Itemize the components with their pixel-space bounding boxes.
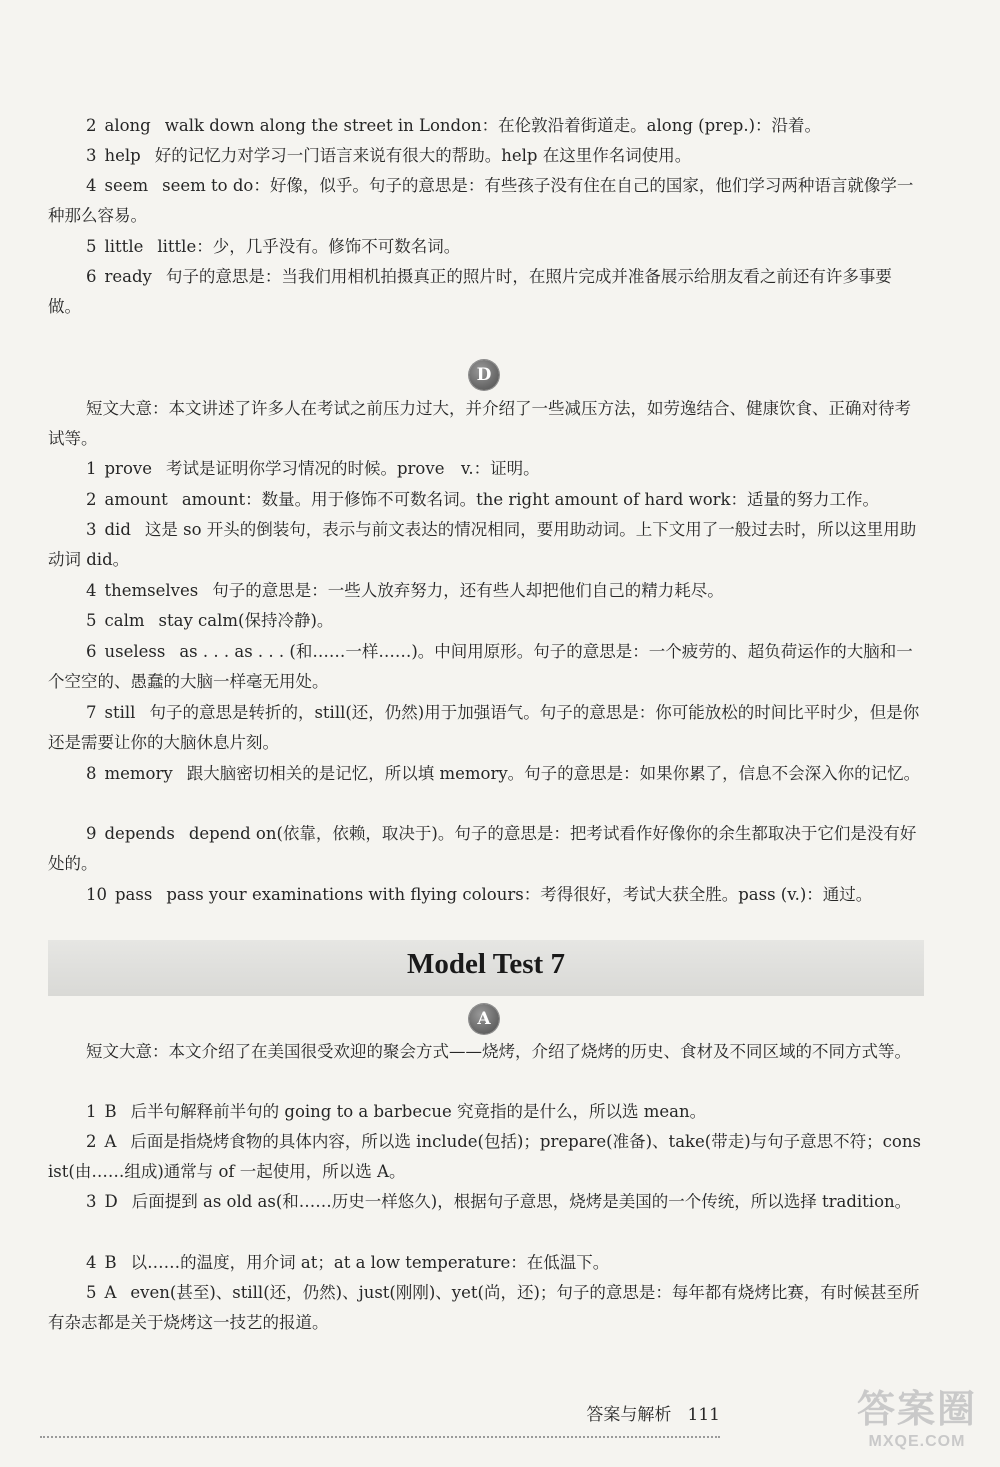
d-item-8: [48, 759, 924, 789]
item-number: 2: [86, 116, 97, 135]
item-explanation: 考试是证明你学习情况的时候。prove v.：证明。: [165, 459, 540, 478]
item-number: 4: [86, 176, 97, 195]
item-explanation: 后面是指烧烤食物的具体内容，所以选 include(包括)；prepare(准备)、take(带走)与句子意思不符；consist(由……组成)通常与 of 一起使用，所以选 A。: [48, 1132, 921, 1181]
item-number: 3: [86, 1192, 97, 1211]
item-number: 6: [86, 642, 97, 661]
item-number: 8: [86, 764, 97, 783]
item-answer: amount: [104, 490, 168, 509]
d-item-4: [48, 576, 924, 606]
item-answer: along: [104, 116, 151, 135]
item-number: 10: [86, 885, 107, 904]
item-answer: useless: [104, 642, 166, 661]
site-watermark: [842, 1388, 992, 1460]
item-explanation: amount：数量。用于修饰不可数名词。the right amount of hard work：适量的努力工作。: [181, 490, 880, 509]
a-item-1: [48, 1097, 924, 1127]
a-item-4: [48, 1248, 924, 1278]
item-explanation: seem to do：好像，似乎。句子的意思是：有些孩子没有住在自己的国家，他们学习两种语言就像学一种那么容易。: [48, 176, 914, 225]
item-explanation: 句子的意思是转折的，still(还，仍然)用于加强语气。句子的意思是：你可能放松的时间比平时少，但是你还是需要让你的大脑休息片刻。: [48, 703, 920, 752]
c-item-4: [48, 171, 924, 231]
d-item-1: [48, 454, 924, 484]
item-explanation: as . . . as . . . (和……一样……)。中间用原形。句子的意思是：一个疲劳的、超负荷运作的大脑和一个空空的、愚蠢的大脑一样毫无用处。: [48, 642, 913, 691]
a-item-3: [48, 1187, 924, 1217]
item-answer: B: [104, 1102, 117, 1121]
item-number: 3: [86, 146, 97, 165]
item-answer: prove: [104, 459, 152, 478]
section-a-summary: 短文大意：本文介绍了在美国很受欢迎的聚会方式——烧烤，介绍了烧烤的历史、食材及不同区域的不同方式等。: [86, 1042, 911, 1061]
item-explanation: 跟大脑密切相关的是记忆，所以填 memory。句子的意思是：如果你累了，信息不会深入你的记忆。: [186, 764, 921, 783]
item-explanation: even(甚至)、still(还，仍然)、just(刚刚)、yet(尚，还)；句子的意思是：每年都有烧烤比赛，有时候甚至所有杂志都是关于烧烤这一技艺的报道。: [48, 1283, 920, 1332]
item-answer: help: [104, 146, 141, 165]
d-item-2: [48, 485, 924, 515]
c-item-6: [48, 262, 924, 322]
item-answer: little: [104, 237, 144, 256]
c-item-5: [48, 232, 924, 262]
page-footer: [40, 1400, 720, 1430]
model-test-title: Model Test 7: [407, 948, 565, 980]
a-item-5: [48, 1278, 924, 1338]
item-answer: calm: [104, 611, 145, 630]
item-explanation: stay calm(保持冷静)。: [158, 611, 334, 630]
item-number: 1: [86, 1102, 97, 1121]
item-explanation: pass your examinations with flying colours：考得很好，考试大获全胜。pass (v.)：通过。: [166, 885, 873, 904]
section-d-badge: D: [469, 360, 499, 390]
item-explanation: 以……的温度，用介词 at；at a low temperature：在低温下。: [130, 1253, 610, 1272]
item-answer: seem: [104, 176, 149, 195]
item-answer: D: [104, 1192, 118, 1211]
d-item-6: [48, 637, 924, 697]
item-answer: ready: [104, 267, 152, 286]
page-number: 111: [687, 1405, 720, 1425]
item-number: 2: [86, 490, 97, 509]
item-number: 5: [86, 611, 97, 630]
item-explanation: little：少，几乎没有。修饰不可数名词。: [157, 237, 461, 256]
item-number: 7: [86, 703, 97, 722]
item-number: 1: [86, 459, 97, 478]
c-item-2: [48, 111, 924, 141]
item-explanation: 句子的意思是：一些人放弃努力，还有些人却把他们自己的精力耗尽。: [212, 581, 724, 600]
item-number: 3: [86, 520, 97, 539]
footer-dotted-rule: [40, 1436, 720, 1438]
item-explanation: 后面提到 as old as(和……历史一样悠久)，根据句子意思，烧烤是美国的一个传统，所以选择 tradition。: [131, 1192, 912, 1211]
item-number: 6: [86, 267, 97, 286]
item-number: 5: [86, 1283, 97, 1302]
d-item-10: [48, 880, 924, 910]
item-number: 9: [86, 824, 97, 843]
item-answer: A: [104, 1132, 117, 1151]
d-item-3: [48, 515, 924, 575]
d-item-7: [48, 698, 924, 758]
item-number: 4: [86, 581, 97, 600]
item-explanation: 这是 so 开头的倒装句，表示与前文表达的情况相同，要用助动词。上下文用了一般过去时，所以这里用助动词 did。: [48, 520, 917, 569]
item-number: 5: [86, 237, 97, 256]
item-number: 4: [86, 1253, 97, 1272]
item-answer: memory: [104, 764, 173, 783]
item-answer: depends: [104, 824, 175, 843]
d-item-5: [48, 606, 924, 636]
item-answer: did: [104, 520, 131, 539]
item-explanation: 好的记忆力对学习一门语言来说有很大的帮助。help 在这里作名词使用。: [154, 146, 692, 165]
item-answer: still: [104, 703, 136, 722]
d-item-9: [48, 819, 924, 879]
item-explanation: depend on(依靠，依赖，取决于)。句子的意思是：把考试看作好像你的余生都取决于它们是没有好处的。: [48, 824, 917, 873]
item-explanation: 后半句解释前半句的 going to a barbecue 究竟指的是什么，所以选 mean。: [130, 1102, 707, 1121]
item-answer: pass: [115, 885, 153, 904]
c-item-3: [48, 141, 924, 171]
footer-section-label: 答案与解析: [586, 1405, 672, 1425]
item-answer: A: [104, 1283, 117, 1302]
a-item-2: [48, 1127, 924, 1187]
item-explanation: walk down along the street in London：在伦敦沿着街道走。along (prep.)：沿着。: [164, 116, 822, 135]
watermark-logo-text: 答案圈: [856, 1389, 977, 1431]
section-a-badge: A: [469, 1004, 499, 1034]
item-number: 2: [86, 1132, 97, 1151]
item-explanation: 句子的意思是：当我们用相机拍摄真正的照片时，在照片完成并准备展示给朋友看之前还有许多事要做。: [48, 267, 892, 316]
watermark-url: MXQE.COM: [868, 1433, 966, 1450]
section-header-band: [48, 940, 924, 996]
item-answer: themselves: [104, 581, 199, 600]
footer-label: [586, 1400, 720, 1425]
section-d-summary: 短文大意：本文讲述了许多人在考试之前压力过大，并介绍了一些减压方法，如劳逸结合、健康饮食、正确对待考试等。: [48, 399, 911, 448]
item-answer: B: [104, 1253, 117, 1272]
